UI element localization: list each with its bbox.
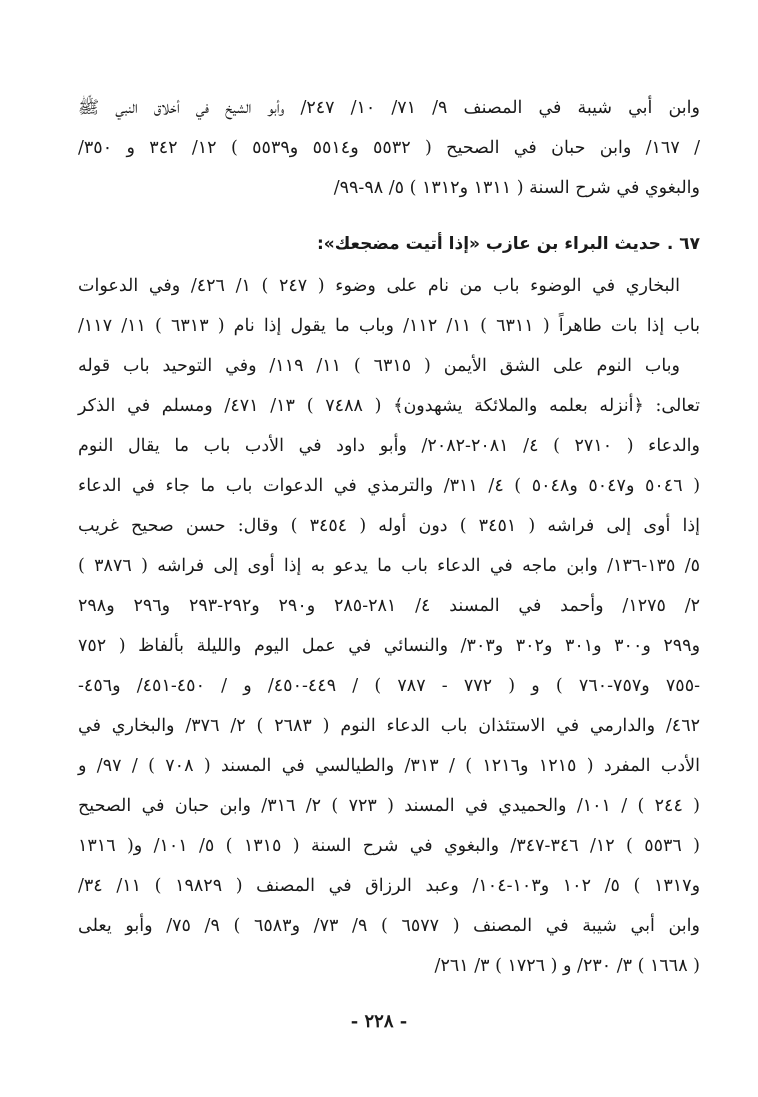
text-line: باب إذا بات طاهراً ( ٦٣١١ ) ١١/ ١١٢/ وباب ما يقول إذا نام ( ٦٣١٣ ) ١١/ ١١٧/ (78, 316, 700, 336)
text-line: والبغوي في شرح السنة ( ١٣١١ و١٣١٢ ) ٥/ ٩٨-٩٩/ (333, 178, 700, 198)
text-line: و١٣١٧ ) ٥/ ١٠٢ و١٠٣-١٠٤/ وعبد الرزاق في المصنف ( ١٩٨٢٩ ) ١١/ ٣٤/ (78, 876, 701, 896)
text-line: البخاري في الوضوء باب من نام على وضوء ( ٢٤٧ ) ١/ ٤٢٦/ وفي الدعوات (78, 276, 680, 296)
page-number: - ٢٢٨ - (350, 1011, 408, 1032)
text-line: وابن أبي شيبة في المصنف ٩/ ٧١/ ١٠/ ٢٤٧/ وأبو الشيخ في أخلاق النبي ﷺ (78, 98, 700, 118)
text-line: ( ٥٠٤٦ و٥٠٤٧ و٥٠٤٨ ) ٤/ ٣١١/ والترمذي في الدعوات باب ما جاء في الدعاء (78, 476, 701, 496)
text-line: ( ٢٤٤ ) / ١٠١/ والحميدي في المسند ( ٧٢٣ ) ٢/ ٣١٦/ وابن حبان في الصحيح (78, 796, 701, 816)
text-line: ( ١٦٦٨ ) ٣/ ٢٣٠/ و ( ١٧٢٦ ) ٣/ ٢٦١/ (434, 956, 700, 976)
text-line: تعالى: ﴿أنزله بعلمه والملائكة يشهدون﴾ ( ٧٤٨٨ ) ١٣/ ٤٧١/ ومسلم في الذكر (78, 396, 700, 416)
text-line: -٧٥٥ و٧٥٧-٧٦٠ ) و ( ٧٧٢ - ٧٨٧ ) / ٤٤٩-٤٥٠/ و / ٤٥٠-٤٥١/ و٤٥٦- (78, 676, 701, 696)
text-line: الأدب المفرد ( ١٢١٥ و١٢١٦ ) / ٣١٣/ والطيالسي في المسند ( ٧٠٨ ) / ٩٧/ و (78, 756, 700, 776)
text-line: / ١٦٧/ وابن حبان في الصحيح ( ٥٥٣٢ و٥٥١٤ و٥٥٣٩ ) ١٢/ ٣٤٢ و ٣٥٠/ (78, 138, 700, 158)
text-line: وابن أبي شيبة في المصنف ( ٦٥٧٧ ) ٩/ ٧٣/ و٦٥٨٣ ) ٩/ ٧٥/ وأبو يعلى (78, 916, 700, 936)
footnote-text-block (78, 88, 700, 988)
text-line: ٤٦٢/ والدارمي في الاستئذان باب الدعاء النوم ( ٢٦٨٣ ) ٢/ ٣٧٦/ والبخاري في (78, 716, 700, 736)
hadith-heading: ٦٧ . حديث البراء بن عازب «إذا أتيت مضجعك»: (316, 234, 700, 254)
text-line: وباب النوم على الشق الأيمن ( ٦٣١٥ ) ١١/ ١١٩/ وفي التوحيد باب قوله (78, 356, 680, 376)
text-line: و٢٩٩ و٣٠٠ و٣٠١ و٣٠٢ و٣٠٣/ والنسائي في عمل اليوم والليلة بألفاظ ( ٧٥٢ (78, 636, 701, 656)
text-line: ( ٥٥٣٦ ) ١٢/ ٣٤٦-٣٤٧/ والبغوي في شرح السنة ( ١٣١٥ ) ٥/ ١٠١/ و( ١٣١٦ (78, 836, 701, 856)
text-line: ٥/ ١٣٥-١٣٦/ وابن ماجه في الدعاء باب ما يدعو به إذا أوى إلى فراشه ( ٣٨٧٦ ) (78, 556, 701, 576)
text-line: والدعاء ( ٢٧١٠ ) ٤/ ٢٠٨١-٢٠٨٢/ وأبو داود في الأدب باب ما يقال النوم (78, 436, 700, 456)
text-line: ٢/ ١٢٧٥/ وأحمد في المسند ٤/ ٢٨١-٢٨٥ و٢٩٠ و٢٩٢-٢٩٣ و٢٩٦ و٢٩٨ (78, 596, 701, 616)
text-line: إذا أوى إلى فراشه ( ٣٤٥١ ) دون أوله ( ٣٤٥٤ ) وقال: حسن صحيح غريب (78, 516, 701, 536)
